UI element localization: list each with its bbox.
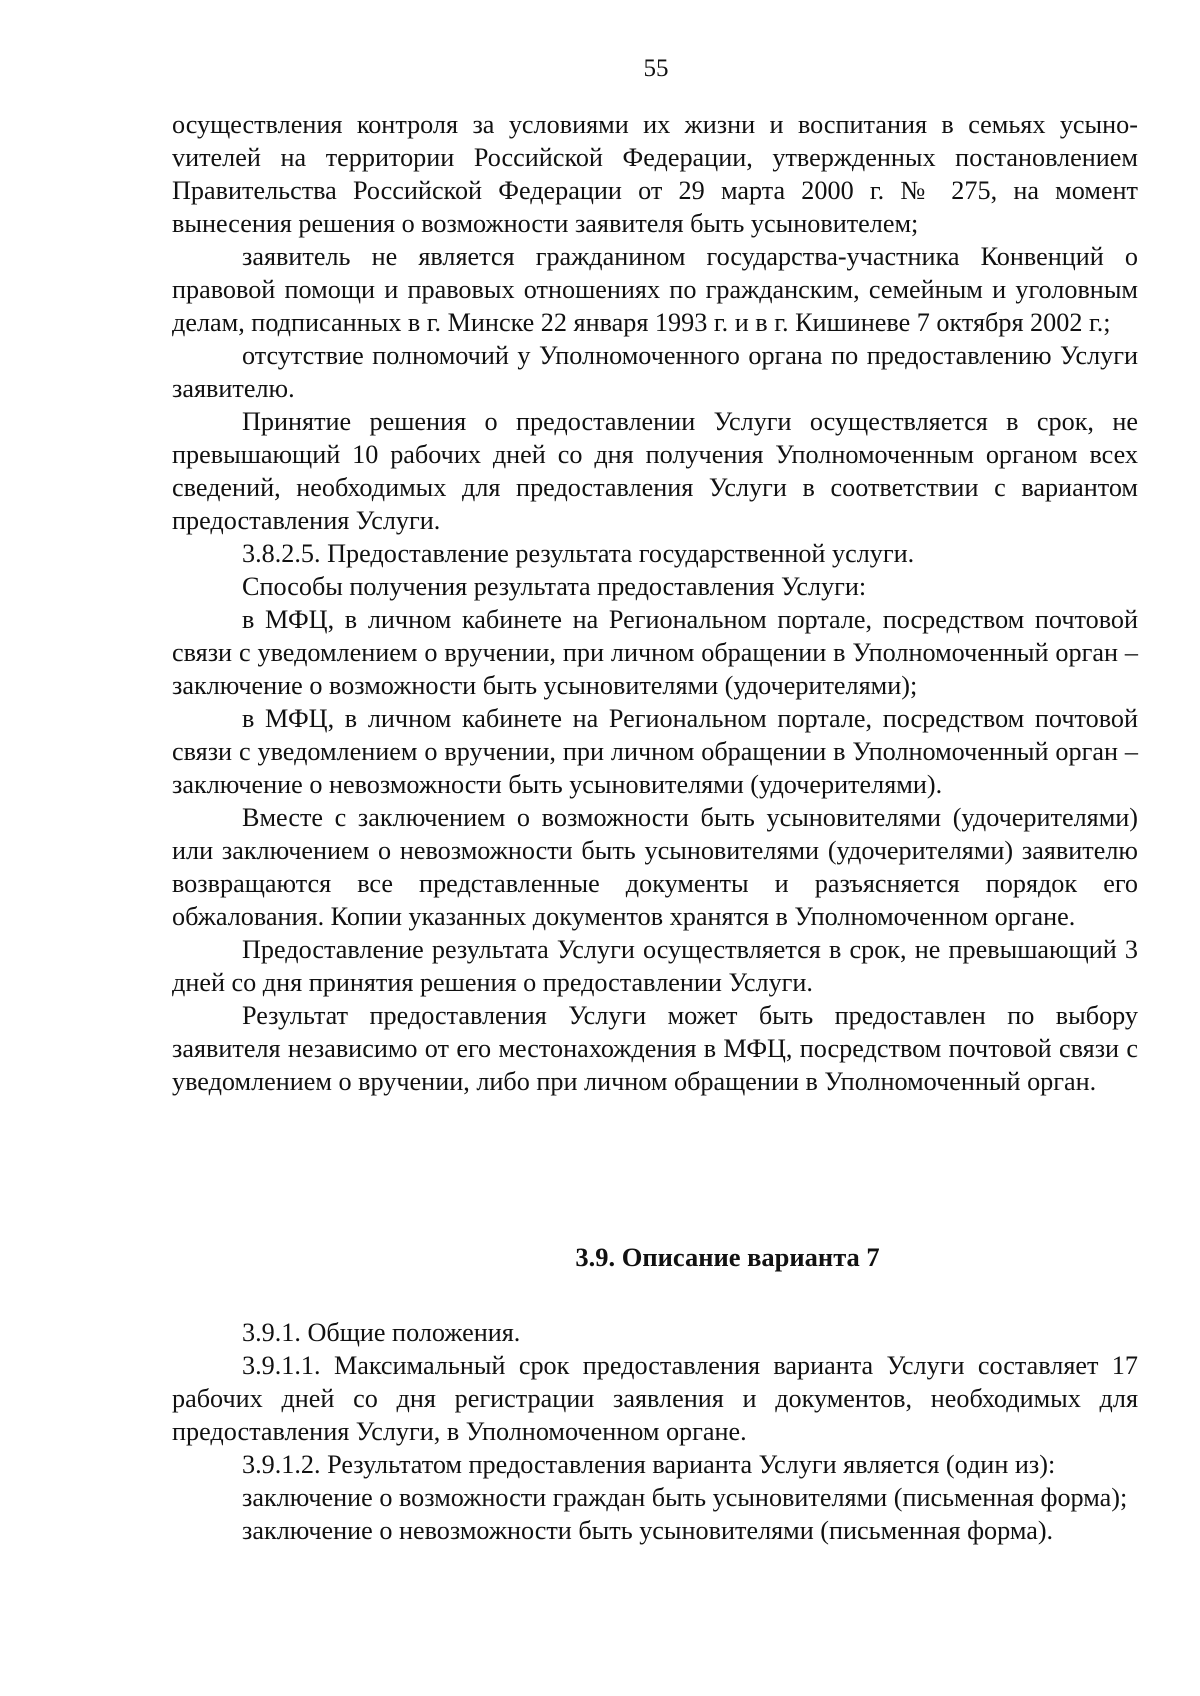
paragraph: Предоставление результата Услуги осуществляется в срок, не превышающий 3 дней со дня принятия решения о предоставлении Услуги. — [172, 935, 1138, 997]
paragraph: 3.9.1.2. Результатом предоставления варианта Услуги является (один из): — [242, 1450, 1056, 1479]
paragraph: Принятие решения о предоставлении Услуги осуществляется в срок, не превышающий 10 рабочих дней со дня получения Уполномоченным органом всех сведений, необходимых для предоставления Услуги в соответствии с вариантом предоставления Услуги. — [172, 407, 1138, 535]
page-number: 55 — [643, 55, 669, 82]
paragraph: в МФЦ, в личном кабинете на Региональном портале, посредством почтовой связи с уведомлением о вручении, при личном обращении в Уполномоченный орган – заключение о невозможности быть усыновителями (удочерителями). — [172, 704, 1138, 799]
paragraph: в МФЦ, в личном кабинете на Региональном портале, посредством почтовой связи с уведомлением о вручении, при личном обращении в Уполномоченный орган – заключение о возможности быть усыновителями (удочерителями); — [172, 605, 1138, 700]
paragraph: заявитель не является гражданином государства-участника Конвенций о правовой помощи и правовых отношениях по гражданским, семейным и уголовным делам, подписанных в г. Минске 22 января 1993 г. и в г. Кишиневе 7 октября 2002 г.; — [172, 242, 1138, 337]
paragraph: осуществления контроля за условиями их жизни и воспитания в семьях усыноvителей на территории Российской Федерации, утвержденных постановлением Правительства Российской Федерации от 29 марта 2000 г. № 275, на момент вынесения решения о возможности заявителя быть усыновителем; — [172, 110, 1138, 238]
body-text — [172, 108, 1138, 1098]
paragraph: 3.8.2.5. Предоставление результата государственной услуги. — [242, 539, 915, 568]
paragraph: заключение о невозможности быть усыновителями (письменная форма). — [242, 1516, 1054, 1545]
section-heading: 3.9. Описание варианта 7 — [575, 1242, 880, 1272]
paragraph: отсутствие полномочий у Уполномоченного органа по предоставлению Услуги заявителю. — [172, 341, 1138, 403]
paragraph: Результат предоставления Услуги может быть предоставлен по выбору заявителя независимо от его местонахождения в МФЦ, посредством почтовой связи с уведомлением о вручении, либо при личном обращении в Уполномоченный орган. — [172, 1001, 1138, 1096]
paragraph: заключение о возможности граждан быть усыновителями (письменная форма); — [242, 1483, 1128, 1512]
paragraph: Способы получения результата предоставления Услуги: — [242, 572, 867, 601]
section-body-text — [172, 1316, 1138, 1547]
paragraph: 3.9.1. Общие положения. — [242, 1318, 521, 1347]
paragraph: 3.9.1.1. Максимальный срок предоставления варианта Услуги составляет 17 рабочих дней со дня регистрации заявления и документов, необходимых для предоставления Услуги, в Уполномоченном органе. — [172, 1351, 1138, 1446]
paragraph: Вместе с заключением о возможности быть усыновителями (удочерителями) или заключением о невозможности быть усыновителями (удочерителями) заявителю возвращаются все представленные документы и разъясняется порядок его обжалования. Копии указанных документов хранятся в Уполномоченном органе. — [172, 803, 1138, 931]
